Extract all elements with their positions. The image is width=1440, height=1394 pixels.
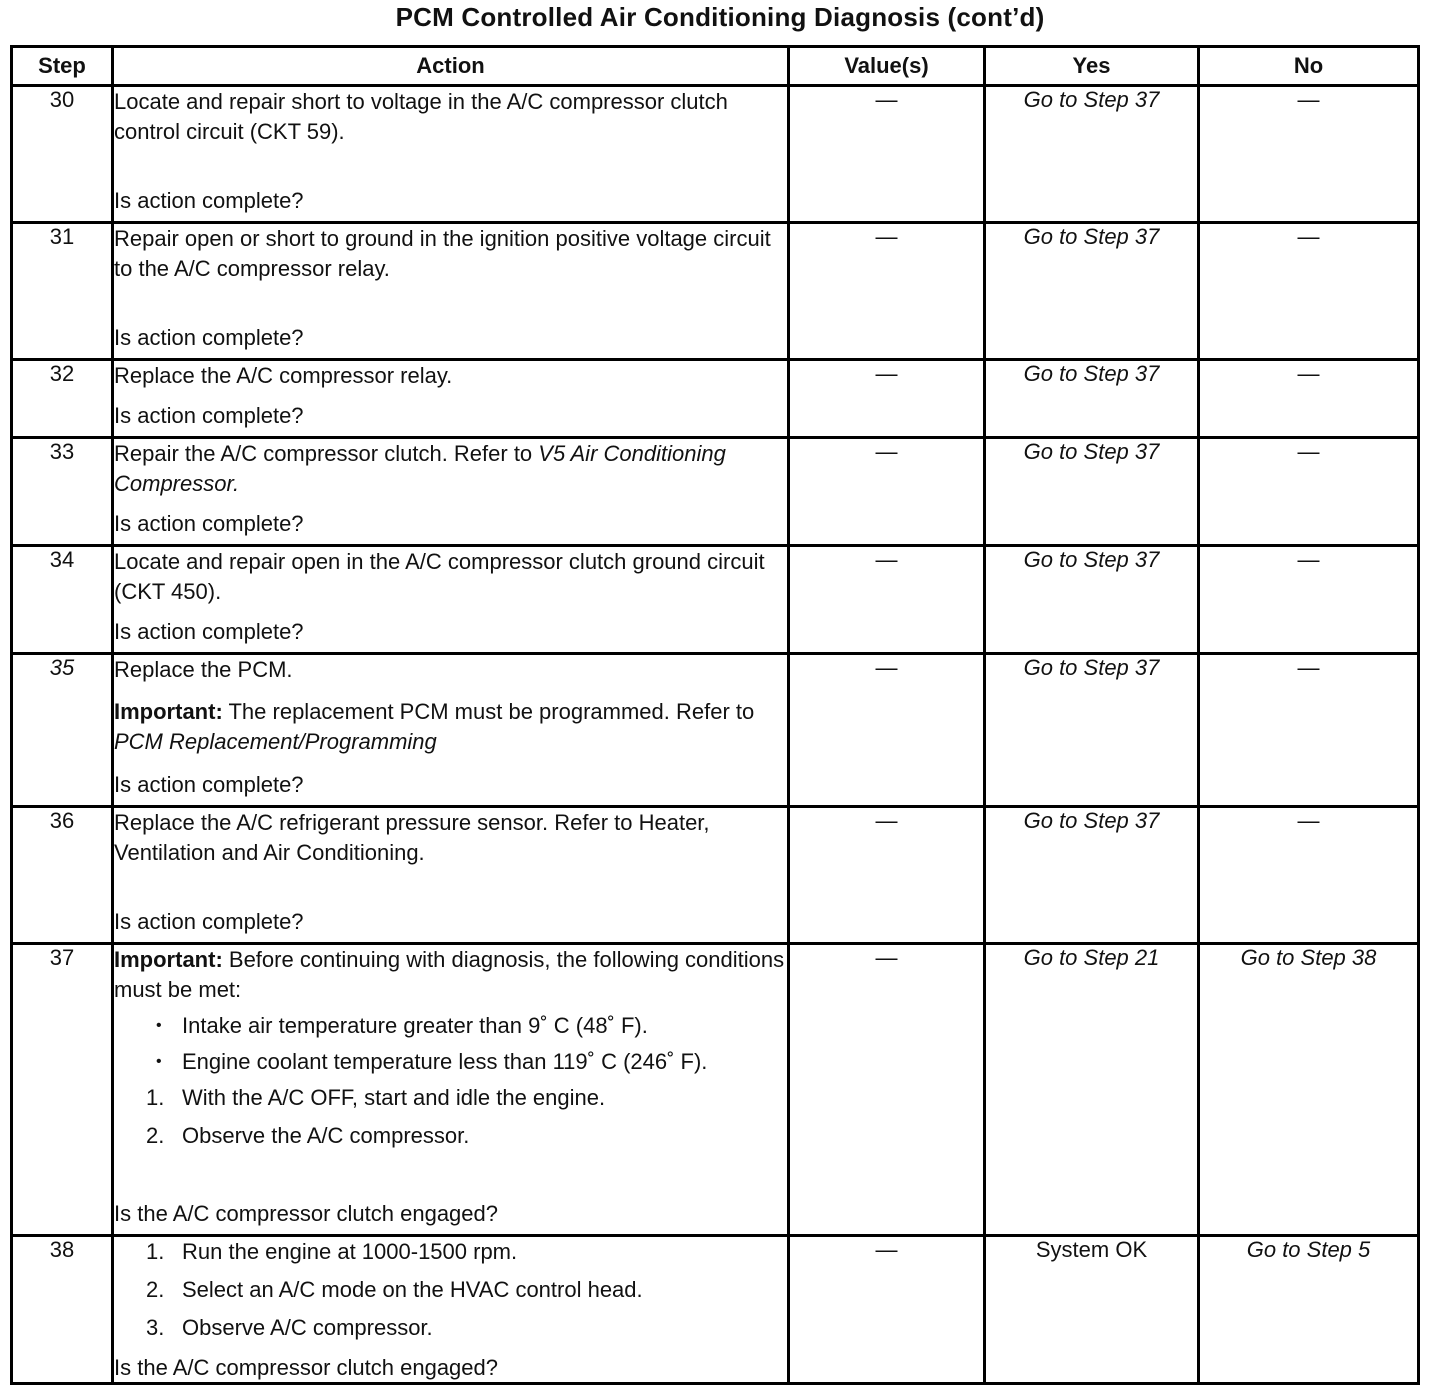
yes-link[interactable]: Go to Step 37 bbox=[1023, 361, 1160, 386]
table-row bbox=[12, 438, 1419, 546]
step-number: 38 bbox=[12, 1236, 113, 1384]
action-question: Is action complete? bbox=[114, 188, 304, 213]
list-text: Observe A/C compressor. bbox=[182, 1315, 433, 1340]
list-text: Select an A/C mode on the HVAC control head. bbox=[182, 1277, 643, 1302]
no-link[interactable]: Go to Step 5 bbox=[1246, 1237, 1371, 1262]
yes-cell bbox=[985, 546, 1199, 654]
list-number: 2. bbox=[146, 1277, 165, 1302]
yes-cell bbox=[985, 1236, 1199, 1384]
header-action: Action bbox=[113, 47, 789, 86]
step-number: 35 bbox=[12, 654, 113, 807]
table-header-row bbox=[12, 47, 1419, 86]
yes-cell bbox=[985, 86, 1199, 223]
yes-link[interactable]: Go to Step 37 bbox=[1023, 808, 1160, 833]
no-cell: — bbox=[1199, 86, 1419, 223]
list-item: • Engine coolant temperature less than 119˚ C (246˚ F). bbox=[182, 1047, 787, 1077]
table-row bbox=[12, 223, 1419, 360]
list-number: 1. bbox=[146, 1085, 165, 1110]
value-cell: — bbox=[789, 438, 985, 546]
yes-link[interactable]: Go to Step 37 bbox=[1023, 87, 1160, 112]
action-text bbox=[114, 439, 787, 499]
yes-link[interactable]: Go to Step 21 bbox=[1023, 945, 1160, 970]
value-cell: — bbox=[789, 807, 985, 944]
header-step: Step bbox=[12, 47, 113, 86]
action-question: Is action complete? bbox=[114, 403, 304, 428]
step-number: 37 bbox=[12, 944, 113, 1236]
list-item bbox=[146, 1237, 787, 1267]
table-row bbox=[12, 546, 1419, 654]
yes-link[interactable]: Go to Step 37 bbox=[1023, 547, 1160, 572]
step-number: 30 bbox=[12, 86, 113, 223]
header-yes: Yes bbox=[985, 47, 1199, 86]
action-cell bbox=[113, 944, 789, 1236]
list-number: 1. bbox=[146, 1239, 165, 1264]
header-values: Value(s) bbox=[789, 47, 985, 86]
table-row bbox=[12, 1236, 1419, 1384]
no-link[interactable]: Go to Step 38 bbox=[1240, 945, 1377, 970]
no-cell: — bbox=[1199, 654, 1419, 807]
action-cell bbox=[113, 360, 789, 438]
important-label: Important: bbox=[114, 947, 223, 972]
list-item: • Intake air temperature greater than 9˚ C (48˚ F). bbox=[182, 1011, 787, 1041]
action-text: Locate and repair short to voltage in the A/C compressor clutch control circuit (CKT 59). bbox=[114, 89, 728, 144]
no-cell: — bbox=[1199, 223, 1419, 360]
action-text: Locate and repair open in the A/C compressor clutch ground circuit (CKT 450). bbox=[114, 549, 765, 604]
page-title: PCM Controlled Air Conditioning Diagnosis (cont’d) bbox=[395, 2, 1045, 32]
step-number: 34 bbox=[12, 546, 113, 654]
diagnosis-table bbox=[10, 45, 1420, 1385]
value-cell: — bbox=[789, 223, 985, 360]
important-note bbox=[114, 697, 787, 757]
yes-cell bbox=[985, 360, 1199, 438]
value-cell: — bbox=[789, 654, 985, 807]
yes-link[interactable]: Go to Step 37 bbox=[1023, 439, 1160, 464]
list-number: 2. bbox=[146, 1123, 165, 1148]
action-question: Is action complete? bbox=[114, 325, 304, 350]
table-row bbox=[12, 654, 1419, 807]
list-text: Observe the A/C compressor. bbox=[182, 1123, 470, 1148]
action-question: Is action complete? bbox=[114, 511, 304, 536]
action-cell bbox=[113, 1236, 789, 1384]
action-text: Replace the A/C compressor relay. bbox=[114, 363, 453, 388]
yes-cell bbox=[985, 944, 1199, 1236]
action-question: Is action complete? bbox=[114, 619, 304, 644]
no-cell: — bbox=[1199, 546, 1419, 654]
value-cell: — bbox=[789, 546, 985, 654]
value-cell: — bbox=[789, 86, 985, 223]
action-cell bbox=[113, 223, 789, 360]
value-cell: — bbox=[789, 944, 985, 1236]
no-cell: — bbox=[1199, 438, 1419, 546]
action-question: Is action complete? bbox=[114, 909, 304, 934]
step-number: 32 bbox=[12, 360, 113, 438]
action-body bbox=[114, 945, 787, 1159]
important-note bbox=[114, 945, 787, 1005]
reference-link[interactable]: PCM Replacement/Programming bbox=[114, 729, 437, 754]
action-question: Is the A/C compressor clutch engaged? bbox=[114, 1355, 498, 1380]
yes-cell bbox=[985, 807, 1199, 944]
list-item bbox=[146, 1313, 787, 1343]
condition-list bbox=[114, 1011, 787, 1077]
list-item bbox=[146, 1275, 787, 1305]
list-item bbox=[146, 1083, 787, 1113]
list-text: With the A/C OFF, start and idle the engine. bbox=[182, 1085, 606, 1110]
no-cell bbox=[1199, 944, 1419, 1236]
action-cell bbox=[113, 807, 789, 944]
yes-link[interactable]: Go to Step 37 bbox=[1023, 655, 1160, 680]
value-cell: — bbox=[789, 360, 985, 438]
no-cell: — bbox=[1199, 807, 1419, 944]
action-cell bbox=[113, 438, 789, 546]
header-no: No bbox=[1199, 47, 1419, 86]
action-text-main: Repair the A/C compressor clutch. Refer to bbox=[114, 441, 533, 466]
yes-cell bbox=[985, 223, 1199, 360]
action-question: Is the A/C compressor clutch engaged? bbox=[114, 1201, 498, 1226]
yes-result: System OK bbox=[1035, 1237, 1148, 1262]
yes-cell bbox=[985, 438, 1199, 546]
action-body bbox=[114, 655, 787, 757]
list-number: 3. bbox=[146, 1315, 165, 1340]
no-cell bbox=[1199, 1236, 1419, 1384]
yes-cell bbox=[985, 654, 1199, 807]
action-question: Is action complete? bbox=[114, 772, 304, 797]
step-number: 36 bbox=[12, 807, 113, 944]
action-cell bbox=[113, 86, 789, 223]
no-cell: — bbox=[1199, 360, 1419, 438]
table-row bbox=[12, 944, 1419, 1236]
action-text: Replace the PCM. bbox=[114, 657, 293, 682]
list-item bbox=[146, 1121, 787, 1151]
table-row bbox=[12, 360, 1419, 438]
list-text: Run the engine at 1000-1500 rpm. bbox=[182, 1239, 518, 1264]
action-text: Repair open or short to ground in the ignition positive voltage circuit to the A/C compressor relay. bbox=[114, 226, 771, 281]
important-label: Important: bbox=[114, 699, 223, 724]
step-number: 31 bbox=[12, 223, 113, 360]
procedure-list bbox=[114, 1083, 787, 1151]
yes-link[interactable]: Go to Step 37 bbox=[1023, 224, 1160, 249]
reference-link[interactable]: V5 Air Conditioning Compressor. bbox=[114, 441, 726, 496]
important-text: Before continuing with diagnosis, the following conditions must be met: bbox=[114, 947, 785, 1002]
step-number: 33 bbox=[12, 438, 113, 546]
action-cell bbox=[113, 546, 789, 654]
important-text: The replacement PCM must be programmed. Refer to bbox=[228, 699, 755, 724]
action-cell bbox=[113, 654, 789, 807]
action-text: Replace the A/C refrigerant pressure sensor. Refer to Heater, Ventilation and Air Conditioning. bbox=[114, 810, 710, 865]
value-cell: — bbox=[789, 1236, 985, 1384]
table-row bbox=[12, 86, 1419, 223]
table-row bbox=[12, 807, 1419, 944]
procedure-list bbox=[114, 1237, 787, 1351]
